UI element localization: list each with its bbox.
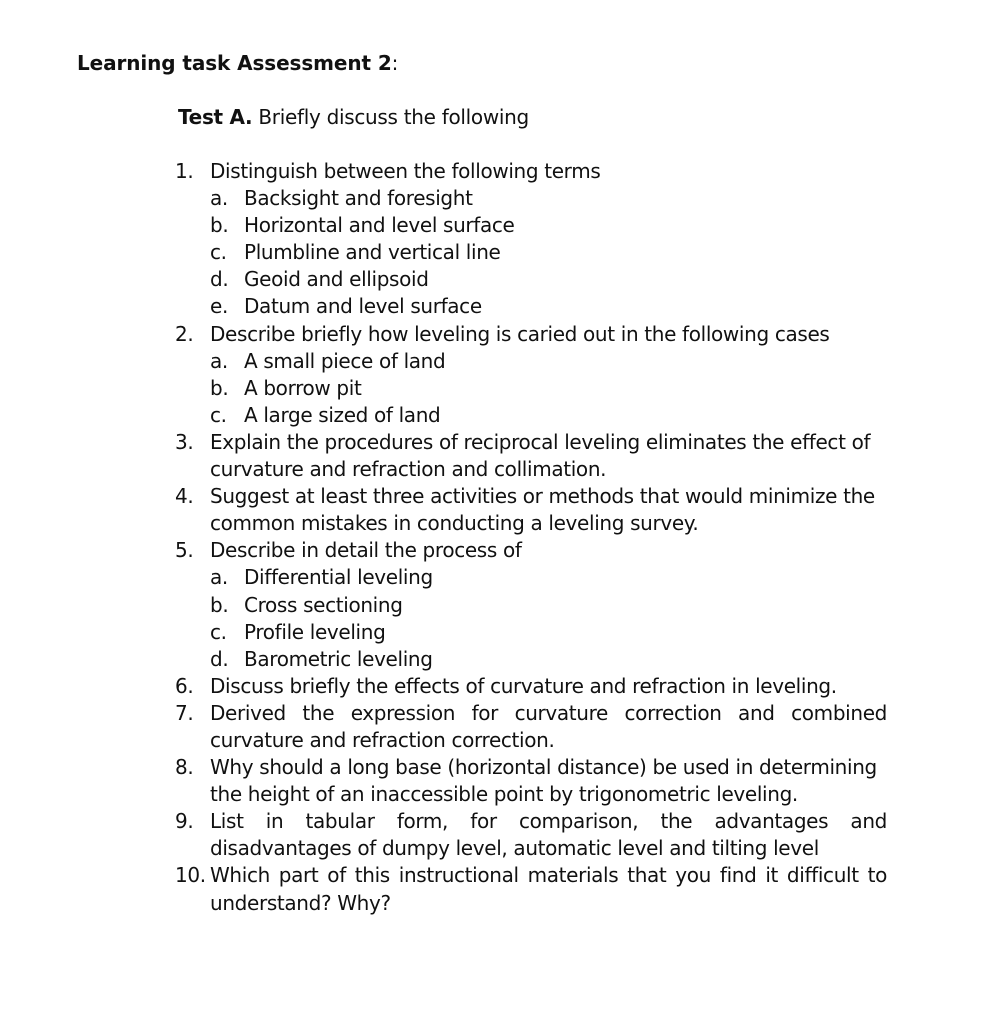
question-text: Describe briefly how leveling is caried out in the following cases xyxy=(210,321,830,346)
subitem-list xyxy=(210,348,887,429)
subitem xyxy=(210,293,887,320)
question-7 xyxy=(175,700,887,754)
question-number: 3. xyxy=(175,429,194,454)
subitem-letter: e. xyxy=(210,294,228,319)
subitem xyxy=(210,185,887,212)
question-text: Discuss briefly the effects of curvature and refraction in leveling. xyxy=(210,673,837,698)
question-number: 2. xyxy=(175,321,194,346)
subitem-text: Datum and level surface xyxy=(244,294,482,319)
test-instruction: Briefly discuss the following xyxy=(252,105,529,129)
subitem-letter: c. xyxy=(210,402,227,427)
question-list xyxy=(175,158,887,917)
question-text: Why should a long base (horizontal distance) be used in determining the height of an inaccessible point by trigonometric leveling. xyxy=(210,755,877,807)
subitem-letter: a. xyxy=(210,565,228,590)
question-9 xyxy=(175,808,887,862)
subitem-text: Barometric leveling xyxy=(244,646,433,671)
subitem-letter: b. xyxy=(210,375,229,400)
subitem-text: Geoid and ellipsoid xyxy=(244,267,429,292)
question-number: 9. xyxy=(175,809,194,834)
subitem-letter: c. xyxy=(210,240,227,265)
question-8 xyxy=(175,754,887,808)
subitem xyxy=(210,402,887,429)
question-text: Derived the expression for curvature correction and combined curvature and refraction correction. xyxy=(210,700,887,752)
question-3 xyxy=(175,429,887,483)
question-2 xyxy=(175,321,887,429)
subitem-text: Horizontal and level surface xyxy=(244,213,515,238)
question-number: 8. xyxy=(175,755,194,780)
subitem-text: Plumbline and vertical line xyxy=(244,240,501,265)
subitem-text: Cross sectioning xyxy=(244,592,403,617)
question-number: 6. xyxy=(175,673,194,698)
test-label: Test A. xyxy=(178,105,253,129)
question-text: Suggest at least three activities or methods that would minimize the common mistakes in conducting a leveling survey. xyxy=(210,484,875,536)
subitem-text: Differential leveling xyxy=(244,565,433,590)
question-6 xyxy=(175,673,887,700)
subitem xyxy=(210,592,887,619)
subitem-letter: b. xyxy=(210,592,229,617)
page-title-bold: Learning task Assessment 2 xyxy=(77,51,392,75)
question-number: 4. xyxy=(175,484,194,509)
question-text: Distinguish between the following terms xyxy=(210,159,601,183)
subitem-text: A borrow pit xyxy=(244,375,362,400)
subitem xyxy=(210,619,887,646)
subitem xyxy=(210,266,887,293)
question-number: 5. xyxy=(175,538,194,563)
question-text: Explain the procedures of reciprocal leveling eliminates the effect of curvature and refraction and collimation. xyxy=(210,429,871,482)
subitem xyxy=(210,348,887,375)
question-text: Describe in detail the process of xyxy=(210,538,522,563)
subitem xyxy=(210,212,887,239)
subitem-text: A small piece of land xyxy=(244,348,446,373)
question-number: 1. xyxy=(175,159,194,183)
question-10 xyxy=(175,862,887,916)
subitem-letter: a. xyxy=(210,348,228,373)
question-text: Which part of this instructional materials that you find it difficult to understand? Why? xyxy=(210,863,887,915)
subitem-text: Backsight and foresight xyxy=(244,186,473,211)
question-4 xyxy=(175,483,887,537)
subitem xyxy=(210,564,887,591)
subitem-letter: b. xyxy=(210,213,229,238)
page-title xyxy=(77,50,398,77)
subitem-letter: d. xyxy=(210,646,229,671)
subitem-letter: a. xyxy=(210,186,228,211)
subitem xyxy=(210,375,887,402)
subitem-list xyxy=(210,564,887,672)
subitem-letter: c. xyxy=(210,619,227,644)
question-1 xyxy=(175,158,887,321)
question-number: 7. xyxy=(175,700,194,725)
page-title-colon: : xyxy=(391,51,399,75)
question-5 xyxy=(175,537,887,672)
question-text: List in tabular form, for comparison, the advantages and disadvantages of dumpy level, automatic level and tilting level xyxy=(210,809,887,861)
subitem-letter: d. xyxy=(210,267,229,292)
subitem xyxy=(210,646,887,673)
question-number: 10. xyxy=(175,863,206,888)
subitem-list xyxy=(210,185,887,320)
subitem xyxy=(210,239,887,266)
test-heading xyxy=(178,104,529,131)
subitem-text: Profile leveling xyxy=(244,619,386,644)
subitem-text: A large sized of land xyxy=(244,402,441,427)
